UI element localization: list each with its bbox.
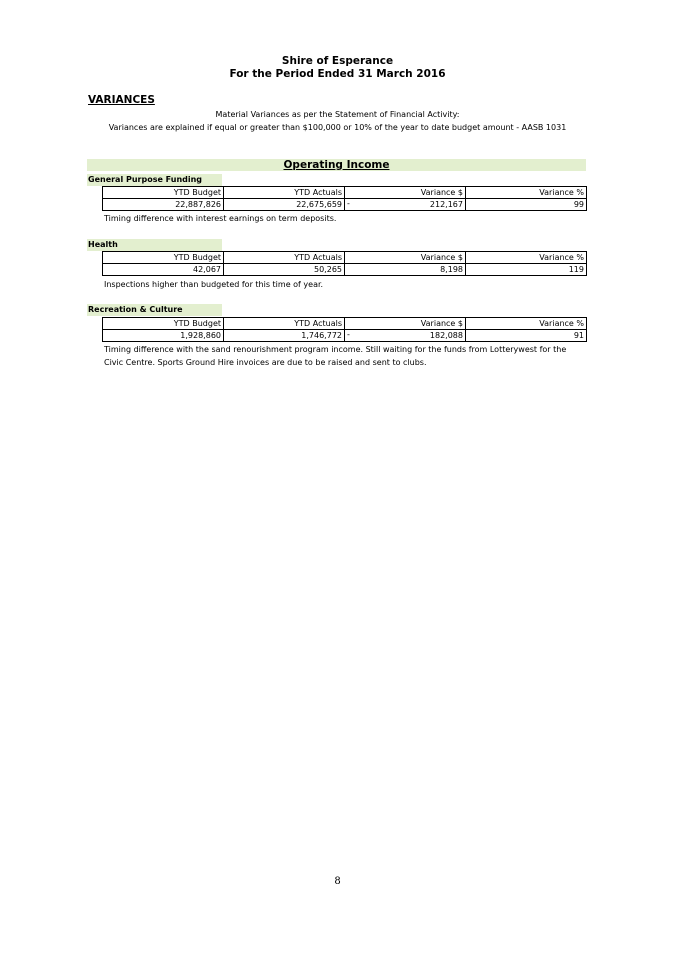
variance-amount-value: 8,198 — [440, 264, 463, 274]
page-number: 8 — [334, 876, 341, 887]
org-title: Shire of Esperance — [281, 55, 394, 67]
explanation-recreation-culture: Timing difference with the sand renourishment program income. Still waiting for the funds from Lotterywest for the Civic Centre. Sports Ground Hire invoices are due to be raised and sent to clubs. — [104, 345, 567, 367]
variance-amount-value: 182,088 — [429, 330, 463, 340]
table-header-row — [103, 318, 587, 330]
table-row — [103, 199, 587, 211]
explanation-health: Inspections higher than budgeted for this time of year. — [104, 280, 324, 289]
col-variance-amount: Variance $ — [345, 252, 466, 264]
col-variance-amount: Variance $ — [345, 318, 466, 330]
ytd-budget-value: 1,928,860 — [103, 330, 224, 342]
variance-pct-value: 99 — [466, 199, 587, 211]
variance-amount-cell — [345, 330, 466, 342]
col-ytd-actuals: YTD Actuals — [224, 252, 345, 264]
col-variance-amount: Variance $ — [345, 187, 466, 199]
variance-pct-value: 119 — [466, 264, 587, 276]
variance-sign: - — [347, 199, 350, 208]
explanation-general-purpose-funding: Timing difference with interest earnings on term deposits. — [104, 214, 337, 223]
variance-sign: - — [347, 330, 350, 339]
group-title: Operating Income — [283, 159, 390, 171]
category-health: Health — [87, 239, 222, 251]
variance-table-general-purpose-funding — [102, 186, 587, 211]
col-ytd-budget: YTD Budget — [103, 187, 224, 199]
col-ytd-actuals: YTD Actuals — [224, 187, 345, 199]
variances-note-1: Material Variances as per the Statement of Financial Activity: — [215, 110, 460, 119]
variance-amount-cell — [345, 264, 466, 276]
col-variance-pct: Variance % — [466, 252, 587, 264]
section-heading: VARIANCES — [88, 94, 155, 106]
period-title: For the Period Ended 31 March 2016 — [229, 68, 446, 80]
table-row — [103, 264, 587, 276]
col-ytd-actuals: YTD Actuals — [224, 318, 345, 330]
ytd-actuals-value: 1,746,772 — [224, 330, 345, 342]
ytd-budget-value: 42,067 — [103, 264, 224, 276]
table-row — [103, 330, 587, 342]
col-ytd-budget: YTD Budget — [103, 252, 224, 264]
col-variance-pct: Variance % — [466, 187, 587, 199]
ytd-actuals-value: 50,265 — [224, 264, 345, 276]
category-general-purpose-funding: General Purpose Funding — [87, 174, 222, 186]
col-ytd-budget: YTD Budget — [103, 318, 224, 330]
variance-pct-value: 91 — [466, 330, 587, 342]
ytd-actuals-value: 22,675,659 — [224, 199, 345, 211]
table-header-row — [103, 187, 587, 199]
ytd-budget-value: 22,887,826 — [103, 199, 224, 211]
category-recreation-culture: Recreation & Culture — [87, 304, 222, 316]
variances-note-2: Variances are explained if equal or greater than $100,000 or 10% of the year to date budget amount - AASB 1031 — [108, 123, 567, 132]
variance-table-health — [102, 251, 587, 276]
col-variance-pct: Variance % — [466, 318, 587, 330]
table-header-row — [103, 252, 587, 264]
variance-amount-value: 212,167 — [429, 199, 463, 209]
variance-table-recreation-culture — [102, 317, 587, 342]
variance-amount-cell — [345, 199, 466, 211]
